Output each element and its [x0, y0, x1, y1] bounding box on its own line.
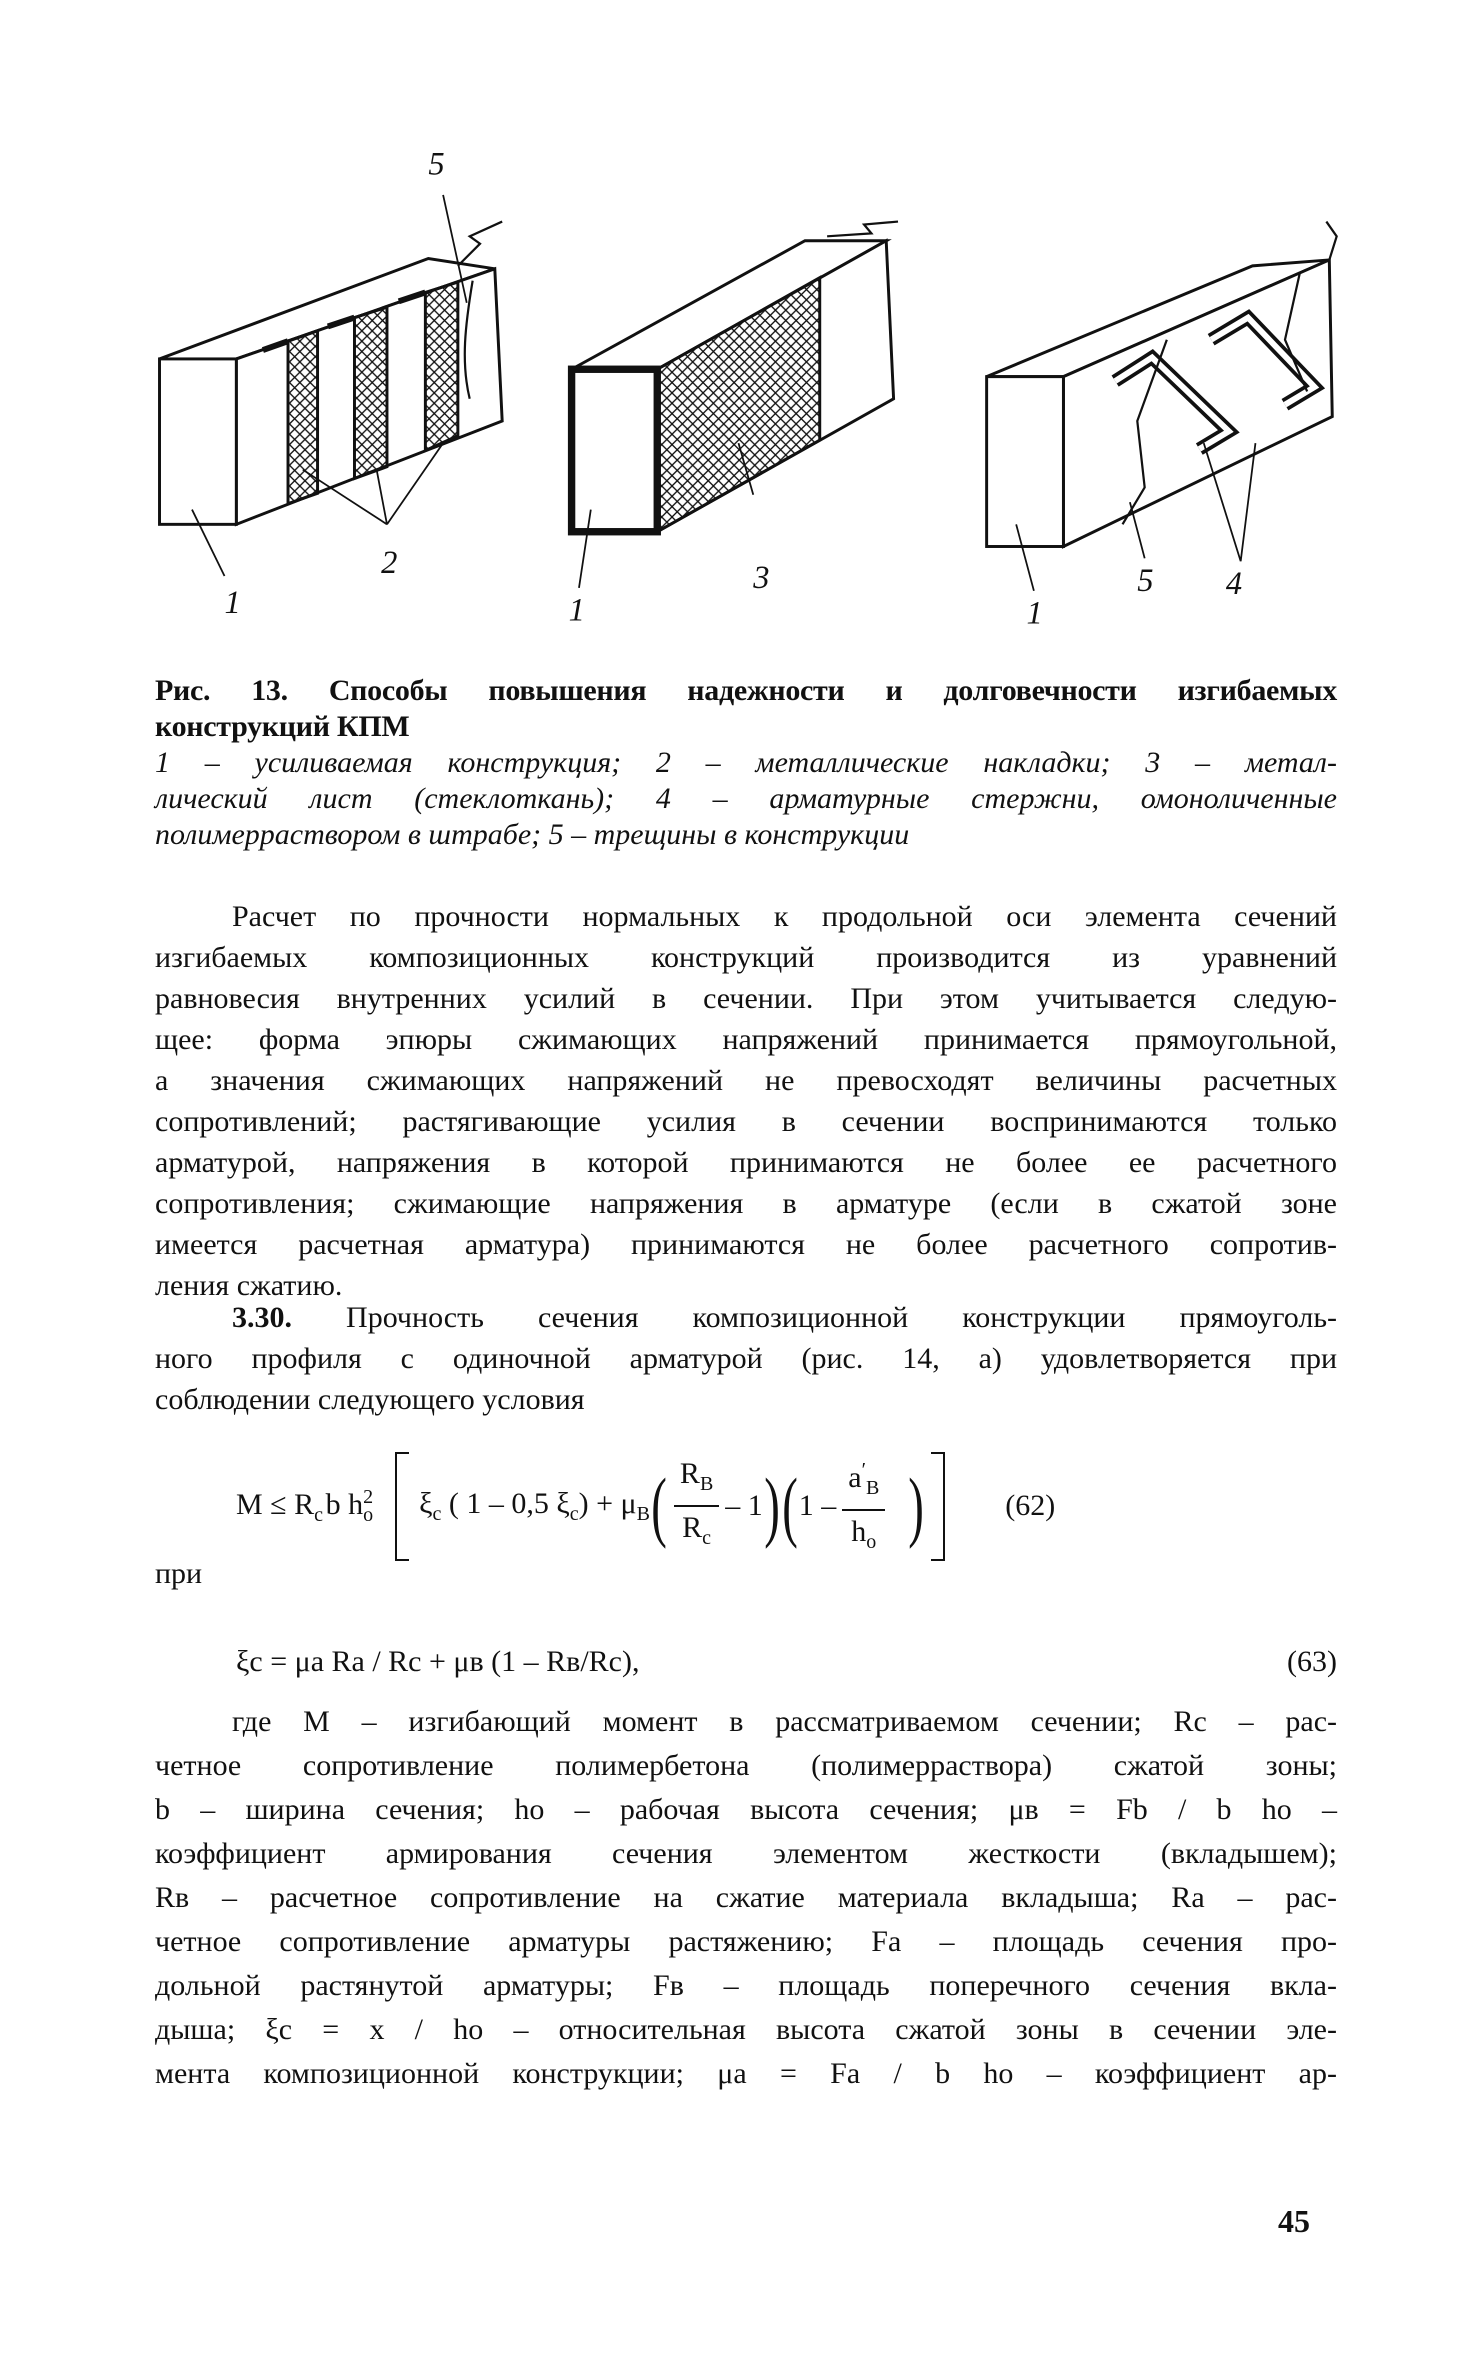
- label-beam: 1: [224, 584, 241, 621]
- caption-title-line: конструкций КПМ: [155, 710, 410, 743]
- label-crack: 5: [428, 146, 445, 183]
- eq63-formula: ξc = μa Ra / Rc + μв (1 – Rв/Rc),: [236, 1645, 640, 1678]
- pri-label: при: [155, 1557, 203, 1590]
- equation-number: (62): [1005, 1489, 1056, 1522]
- paragraph-notation: [155, 1700, 1337, 2096]
- text-line: Расчет по прочности нормальных к продольной оси элемента сечений: [232, 900, 1337, 933]
- text-line: Rв – расчетное сопротивление на сжатие материала вкладыша; Ra – рас-: [155, 1881, 1337, 1914]
- text-line: дольной растянутой арматуры; Fв – площадь поперечного сечения вкла-: [155, 1969, 1337, 2002]
- metal-plate: [425, 282, 457, 450]
- label-sheet: 3: [753, 559, 770, 596]
- fraction-ab-ho: $\frac{a'_B}{h_o}$: [842, 1453, 885, 1559]
- paragraph-3-30: [155, 1297, 1337, 1420]
- text-line: коэффициент армирования сечения элементом жесткости (вкладышем);: [155, 1837, 1337, 1870]
- eq62-minus-one: – 1: [725, 1489, 763, 1522]
- text-line-content: Прочность сечения композиционной конструкции прямоуголь-: [346, 1301, 1338, 1334]
- caption-legend-line: полимерраствором в штрабе; 5 – трещины в конструкции: [155, 818, 910, 851]
- caption-legend-line: лический лист (стеклоткань); 4 – арматурные стержни, омоноличенные: [155, 782, 1337, 815]
- text-line: ного профиля с одиночной арматурой (рис. 14, а) удовлетворяется при: [155, 1342, 1337, 1375]
- caption-legend-line: 1 – усиливаемая конструкция; 2 – металлические накладки; 3 – метал-: [155, 746, 1337, 779]
- metal-plate: [354, 307, 386, 478]
- text-line: мента композиционной конструкции; μa = Fa / b ho – коэффициент ар-: [155, 2057, 1337, 2090]
- left-bracket: [395, 1452, 409, 1561]
- text-line: b – ширина сечения; ho – рабочая высота сечения; μв = Fb / b ho –: [155, 1793, 1337, 1826]
- text-line: дыша; ξc = x / ho – относительная высота сжатой зоны в сечении эле-: [155, 2013, 1337, 2046]
- equation-63: [236, 1645, 1337, 1679]
- caption-title-line: Рис. 13. Способы повышения надежности и долговечности изгибаемых: [155, 674, 1337, 707]
- text-line: щее: форма эпюры сжимающих напряжений принимается прямоугольной,: [155, 1023, 1337, 1056]
- text-line: имеется расчетная арматура) принимаются не более расчетного сопротив-: [155, 1228, 1337, 1261]
- section-number: 3.30.: [232, 1301, 292, 1334]
- paragraph-strength-calculation: [155, 896, 1337, 1306]
- text-line: изгибаемых композиционных конструкций производится из уравнений: [155, 941, 1337, 974]
- beam-with-metal-sheet: [572, 222, 898, 588]
- metal-plate: [288, 331, 318, 504]
- text-line: где М – изгибающий момент в рассматриваемом сечении; Rc – рас-: [232, 1705, 1337, 1738]
- equation-62: $M \le R_c$ b $h^2_o$ $\xi_c$ ( 1 – 0,5 $\xi_c) + \mu_B$ ( $\frac{R_B}{R_c}$ – 1 ) ( 1 – $\frac{a'_B}{h_o}$ ) (62): [236, 1450, 1055, 1562]
- fraction-rb-rc: $\frac{R_B}{R_c}$: [674, 1457, 719, 1555]
- eq62-lhs: $M \le R_c$ b $h^2_o$: [236, 1485, 374, 1526]
- figure-caption: [155, 673, 1337, 853]
- text-line: сопротивлений; растягивающие усилия в сечении воспринимаются только: [155, 1105, 1337, 1138]
- eq62-one-minus: 1 –: [798, 1489, 837, 1522]
- text-line: сопротивления; сжимающие напряжения в арматуре (если в сжатой зоне: [155, 1187, 1337, 1220]
- right-bracket: [931, 1452, 945, 1561]
- equation-number: (63): [1287, 1645, 1337, 1678]
- text-line: соблюдении следующего условия: [155, 1383, 585, 1416]
- label-rods: 4: [1225, 565, 1243, 602]
- text-line: а значения сжимающих напряжений не превосходят величины расчетных: [155, 1064, 1337, 1097]
- label-beam: 1: [568, 592, 585, 629]
- beam-with-metal-plates: [160, 195, 503, 576]
- text-line: равновесия внутренних усилий в сечении. При этом учитывается следую-: [155, 982, 1337, 1015]
- eq62-term1: $\xi_c$ ( 1 – 0,5 $\xi_c) + \mu_B$: [419, 1486, 650, 1525]
- label-plates: 2: [381, 545, 398, 582]
- text-line: арматурой, напряжения в которой принимаются не более ее расчетного: [155, 1146, 1337, 1179]
- text-line: [155, 1297, 1337, 1338]
- text-line: четное сопротивление арматуры растяжению; Fa – площадь сечения про-: [155, 1925, 1337, 1958]
- text-line: четное сопротивление полимербетона (полимерраствора) сжатой зоны;: [155, 1749, 1337, 1782]
- text-line: ления сжатию.: [155, 1269, 343, 1302]
- page-number: 45: [1278, 2203, 1310, 2239]
- beam-with-rebar: [987, 222, 1337, 591]
- label-beam: 1: [1026, 595, 1043, 632]
- label-crack: 5: [1137, 562, 1154, 599]
